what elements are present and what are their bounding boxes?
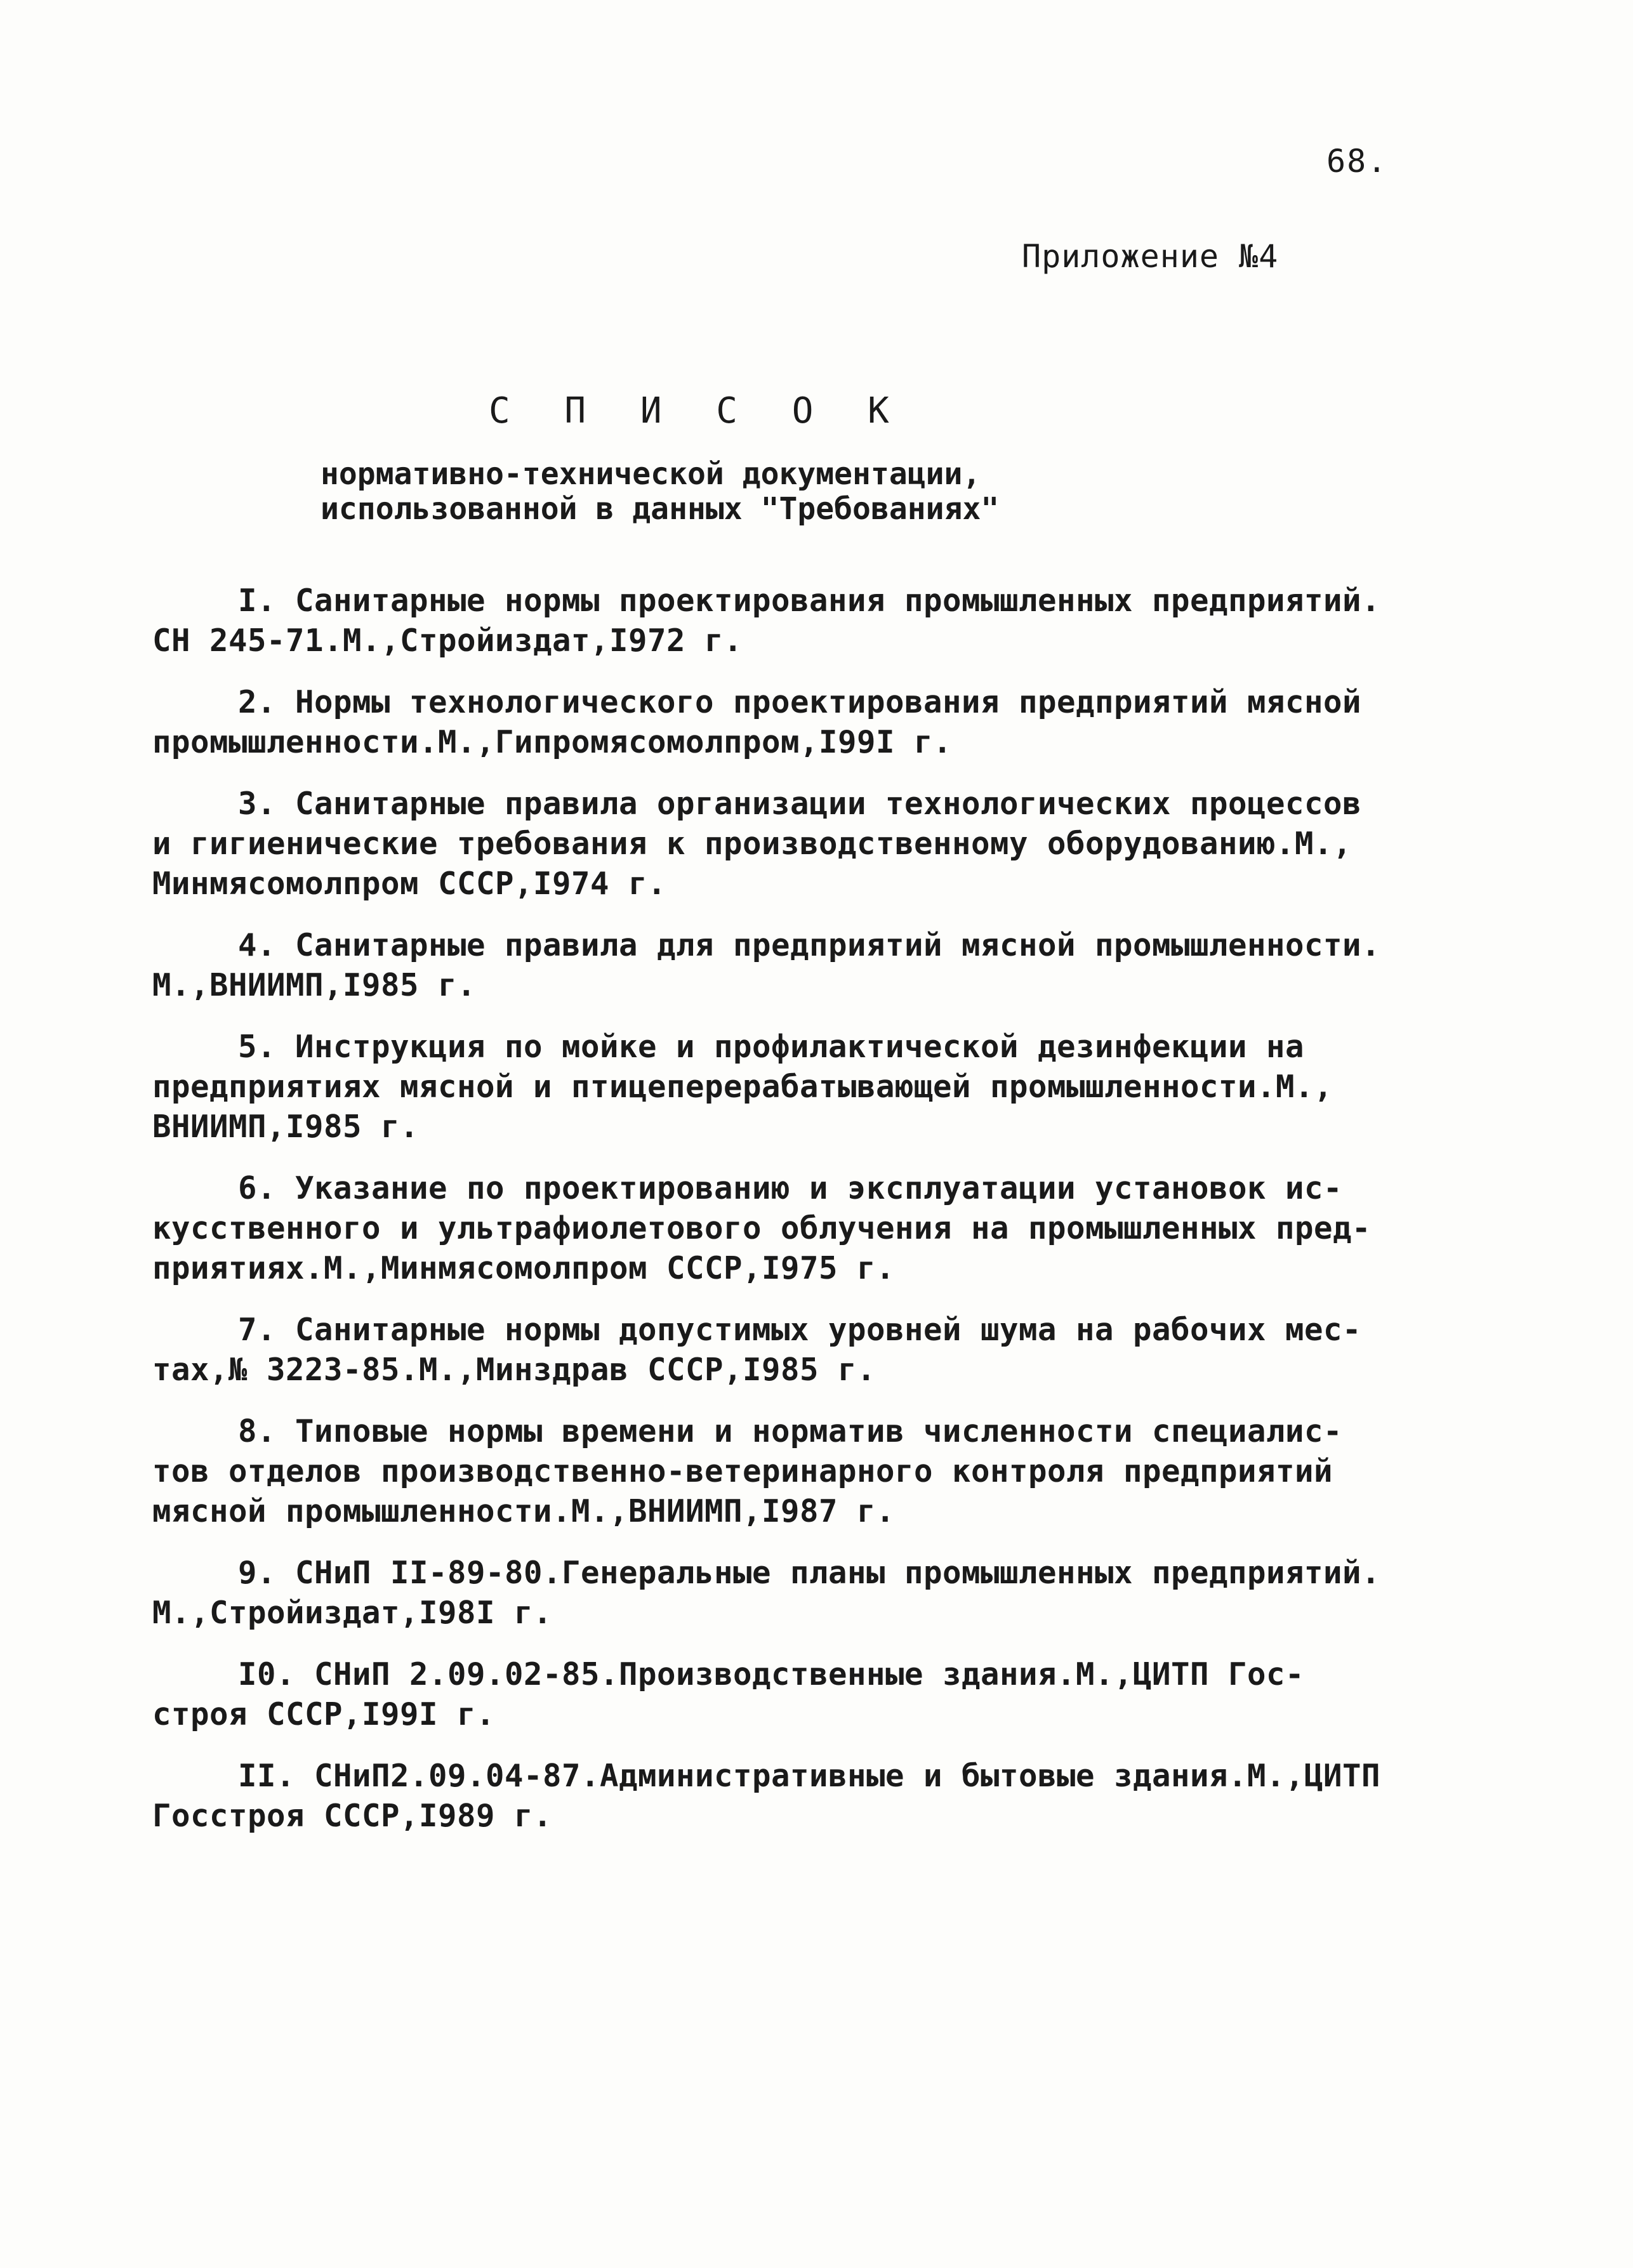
list-item [152, 682, 1453, 762]
list-item-line: строя СССР,I99I г. [152, 1696, 496, 1732]
list-item [152, 1553, 1453, 1633]
list-item-line: СН 245-71.М.,Стройиздат,I972 г. [152, 623, 743, 659]
document-title: С П И С О К [489, 390, 906, 432]
list-item-line: кусственного и ультрафиолетового облучения на промышленных пред- [152, 1210, 1372, 1246]
list-item-line: тов отделов производственно-ветеринарного контроля предприятий [152, 1453, 1333, 1489]
list-item-line: 6. Указание по проектированию и эксплуатации установок ис- [238, 1170, 1343, 1206]
list-item-line: и гигиенические требования к производственному оборудованию.М., [152, 826, 1352, 862]
list-item-line: 8. Типовые нормы времени и норматив численности специалис- [238, 1413, 1343, 1449]
list-item-line: 9. СНиП II-89-80.Генеральные планы промышленных предприятий. [238, 1555, 1381, 1591]
list-item-line: 5. Инструкция по мойке и профилактической дезинфекции на [238, 1029, 1305, 1065]
list-item-line: Госстроя СССР,I989 г. [152, 1798, 553, 1834]
list-item [152, 784, 1453, 904]
list-item-line: приятиях.М.,Минмясомолпром СССР,I975 г. [152, 1250, 896, 1286]
list-item-line: I. Санитарные нормы проектирования промышленных предприятий. [238, 583, 1381, 619]
list-item [152, 1411, 1453, 1531]
list-item-line: мясной промышленности.М.,ВНИИМП,I987 г. [152, 1493, 896, 1529]
subtitle-line: нормативно-технической документации, [321, 456, 981, 492]
list-item-line: 2. Нормы технологического проектирования предприятий мясной [238, 684, 1362, 720]
list-item-line: Минмясомолпром СССР,I974 г. [152, 866, 667, 902]
list-item-line: М.,ВНИИМП,I985 г. [152, 967, 477, 1003]
list-item-line: 4. Санитарные правила для предприятий мясной промышленности. [238, 927, 1381, 963]
list-item [152, 1654, 1453, 1734]
list-item-line: I0. СНиП 2.09.02-85.Производственные здания.М.,ЦИТП Гос- [238, 1656, 1305, 1692]
list-item [152, 1310, 1453, 1390]
subtitle-line: использованной в данных "Требованиях" [321, 491, 1000, 527]
list-item [152, 1756, 1453, 1836]
list-item-line: предприятиях мясной и птицеперерабатывающей промышленности.М., [152, 1069, 1333, 1105]
list-item [152, 1027, 1453, 1147]
list-item-line: 7. Санитарные нормы допустимых уровней шума на рабочих мес- [238, 1312, 1362, 1348]
list-item-line: 3. Санитарные правила организации технологических процессов [238, 786, 1362, 822]
appendix-label: Приложение №4 [1022, 238, 1279, 275]
document-subtitle [321, 457, 999, 527]
list-item [152, 925, 1453, 1005]
reference-list [152, 581, 1453, 1857]
list-item [152, 581, 1453, 661]
list-item-line: ВНИИМП,I985 г. [152, 1109, 420, 1145]
list-item-line: II. СНиП2.09.04-87.Административные и бытовые здания.М.,ЦИТП [238, 1758, 1381, 1794]
list-item-line: М.,Стройиздат,I98I г. [152, 1595, 553, 1631]
list-item-line: промышленности.М.,Гипромясомолпром,I99I г. [152, 724, 953, 760]
list-item-line: тах,№ 3223-85.М.,Минздрав СССР,I985 г. [152, 1352, 876, 1388]
page-number: 68. [1326, 143, 1388, 180]
list-item [152, 1168, 1453, 1288]
